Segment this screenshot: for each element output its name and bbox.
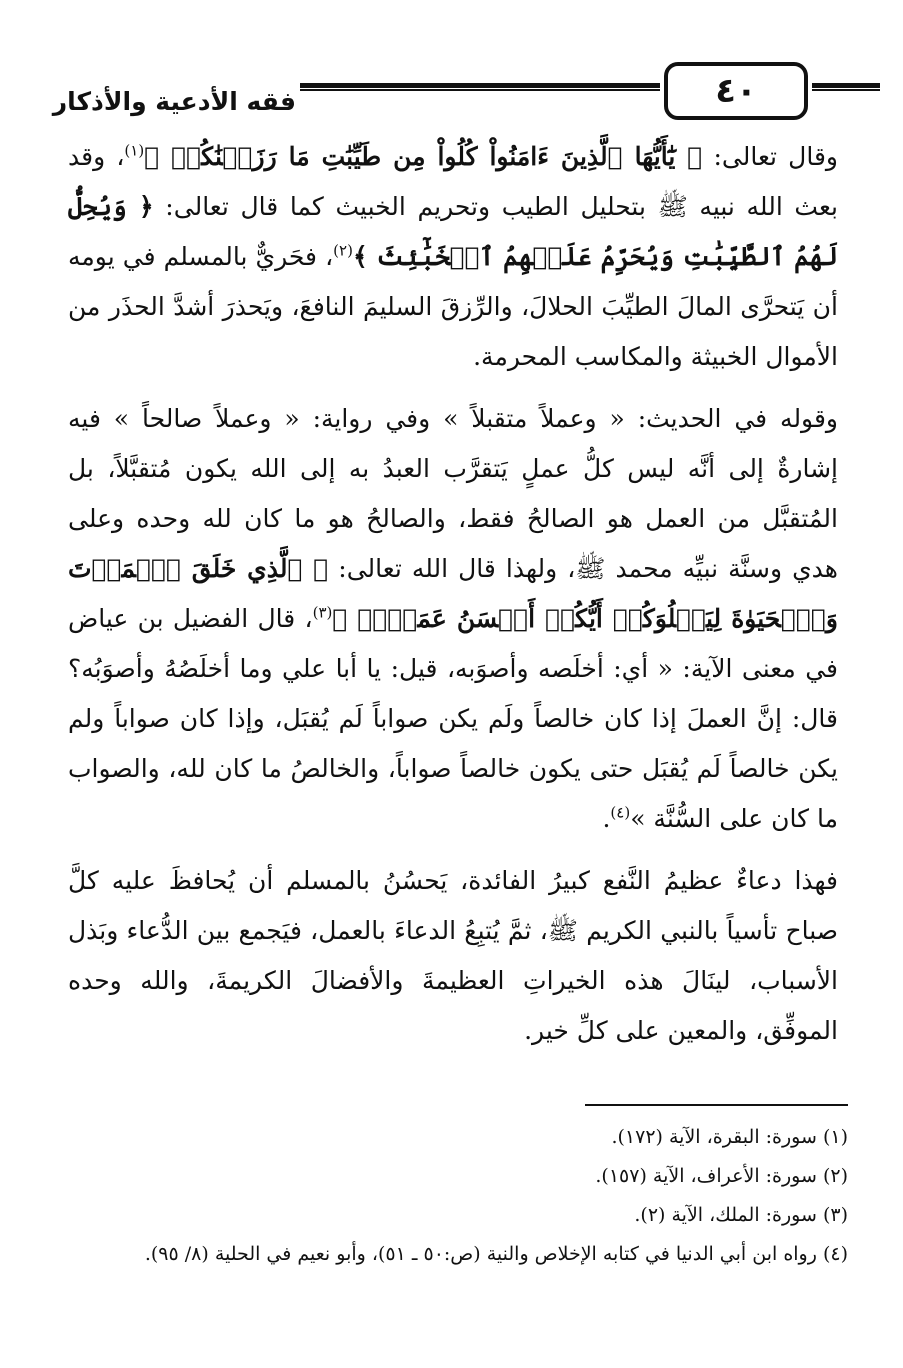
footnote-marker: (٢) (333, 241, 353, 260)
body-text (68, 132, 838, 1056)
footnote-divider (585, 1104, 848, 1106)
footnote: (١) سورة: البقرة، الآية (١٧٢). (611, 1126, 848, 1148)
quran-verse: ﴿ ٱلَّذِي خَلَقَ ٱلۡمَوۡتَ وَٱلۡحَيَوٰةَ لِيَبۡلُوَكُمۡ أَيُّكُمۡ أَحۡسَنُ عَمَلٗاۚ ﴾ (68, 554, 838, 633)
text-run: وقال تعالى: (702, 142, 838, 171)
text-run: ، فحَريٌّ بالمسلم في يومه أن يَتحرَّى المالَ الطيِّبَ الحلالَ، والرِّزقَ السليمَ النافعَ، ويَحذرَ أشدَّ الحذَر من الأموال الخبيثة والمكاسب المحرمة. (68, 242, 838, 371)
footnote: (٤) رواه ابن أبي الدنيا في كتابه الإخلاص والنية (ص:٥٠ ـ ٥١)، وأبو نعيم في الحلية (٨/ ٩٥). (144, 1243, 848, 1265)
footnotes (68, 1118, 848, 1274)
header-rule-left (300, 83, 660, 91)
footnote-marker: (٤) (610, 803, 631, 822)
footnote-marker: (٣) (312, 603, 333, 622)
text-run: ، وقد بعث الله نبيه ﷺ بتحليل الطيب وتحريم الخبيث كما قال تعالى: (68, 142, 838, 221)
quran-verse: ﴿ يَٰٓأَيُّهَا ٱلَّذِينَ ءَامَنُواْ كُلُواْ مِن طَيِّبَٰتِ مَا رَزَقۡنَٰكُمۡ ﴾ (144, 142, 703, 171)
footnote-marker: (١) (124, 141, 145, 160)
footnote: (٣) سورة: الملك، الآية (٢). (634, 1204, 848, 1226)
paragraph (68, 856, 838, 1056)
text-run: ، قال الفضيل بن عياض في معنى الآية: « أي: أخلَصه وأصوَبه، قيل: يا أبا علي وما أخلَصُهُ وأصوَبُه؟ قال: إنَّ العملَ إذا كان خالصاً ولَم يكن صواباً لَم يُقبَل، وإذا كان صواباً ولم يكن خالصاً لَم يُقبَل حتى يكون خالصاً صواباً، والخالصُ ما كان لله، والصواب ما كان على السُّنَّة » (68, 604, 838, 833)
quran-verse: ﴿ وَيُحِلُّ لَهُمُ ٱلطَّيِّبَٰتِ وَيُحَرِّمُ عَلَيۡهِمُ ٱلۡخَبَٰٓئِثَ ﴾ (68, 192, 839, 271)
page-header (52, 56, 830, 128)
page-number: ٤٠ (664, 62, 808, 120)
paragraph (68, 132, 838, 382)
footnote: (٢) سورة: الأعراف، الآية (١٥٧). (595, 1165, 848, 1187)
text-run: . (602, 804, 611, 833)
text-run: وقوله في الحديث: « وعملاً متقبلاً » وفي رواية: « وعملاً صالحاً » فيه إشارةٌ إلى أنَّه ليس كلُّ عملٍ يَتقرَّب العبدُ به إلى الله يكون مُتقبَّلاً، بل المُتقبَّل من العمل هو الصالحُ فقط، والصالحُ هو ما كان لله وحده وعلى هدي وسنَّة نبيِّه محمد ﷺ، ولهذا قال الله تعالى: (68, 404, 838, 583)
book-title: فقه الأدعية والأذكار (52, 87, 296, 116)
paragraph (68, 394, 838, 844)
header-rule-right (812, 83, 880, 91)
text-run: فهذا دعاءٌ عظيمُ النَّفع كبيرُ الفائدة، يَحسُنُ بالمسلم أن يُحافظَ عليه كلَّ صباح تأسياً بالنبي الكريم ﷺ، ثمَّ يُتبِعُ الدعاءَ بالعمل، فيَجمع بين الدُّعاء وبَذل الأسباب، لينَالَ هذه الخيراتِ العظيمةَ والأفضالَ الكريمةَ، والله وحده الموفِّق، والمعين على كلِّ خير. (68, 866, 838, 1045)
